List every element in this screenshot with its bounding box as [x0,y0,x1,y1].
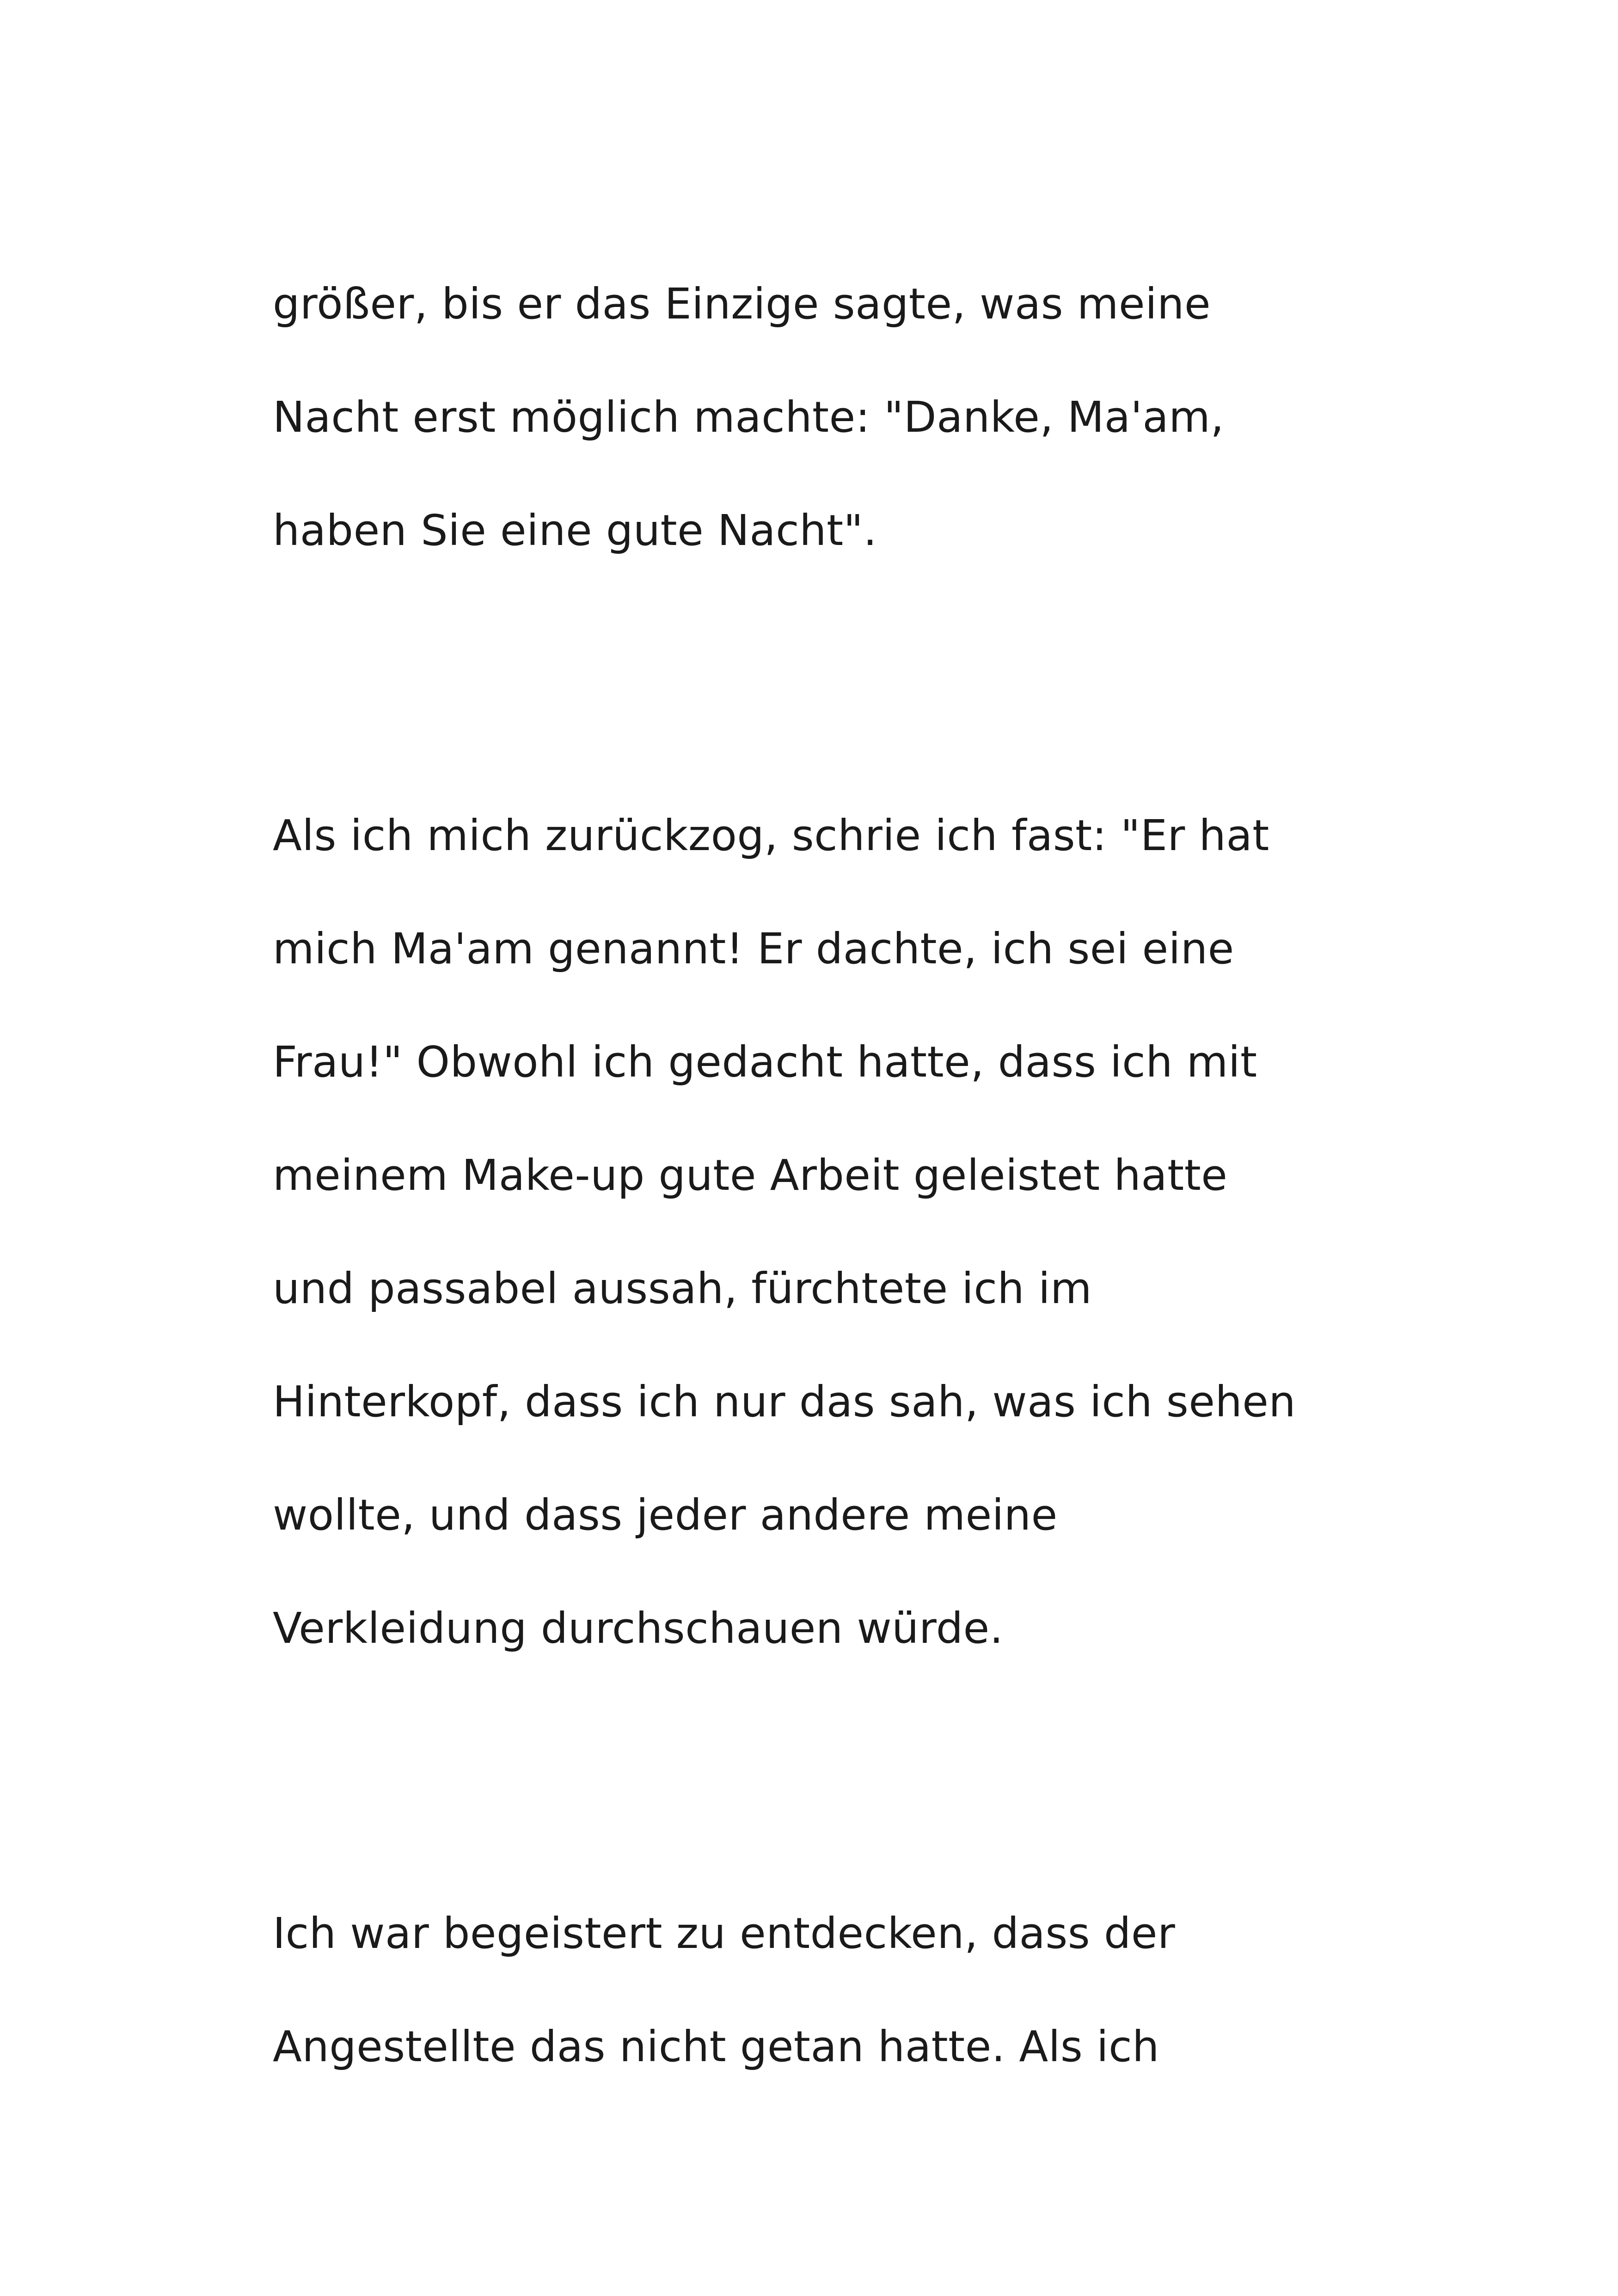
text-line: mich Ma'am genannt! Er dachte, ich sei eine [273,924,1234,974]
text-line: Nacht erst möglich machte: "Danke, Ma'am, [273,392,1225,442]
text-line: Ich war begeistert zu entdecken, dass der [273,1909,1176,1958]
text-line: Frau!" Obwohl ich gedacht hatte, dass ich mit [273,1037,1257,1087]
text-line: Als ich mich zurückzog, schrie ich fast: "Er hat [273,811,1269,860]
text-line: Verkleidung durchschauen würde. [273,1604,1004,1653]
text-line: Hinterkopf, dass ich nur das sah, was ich sehen [273,1377,1296,1427]
text-line: Angestellte das nicht getan hatte. Als ich [273,2022,1159,2071]
text-line: und passabel aussah, fürchtete ich im [273,1264,1092,1313]
text-line: haben Sie eine gute Nacht". [273,506,877,555]
text-line: meinem Make-up gute Arbeit geleistet hatte [273,1151,1228,1200]
text-line: wollte, und dass jeder andere meine [273,1490,1058,1540]
text-line: größer, bis er das Einzige sagte, was meine [273,279,1211,329]
